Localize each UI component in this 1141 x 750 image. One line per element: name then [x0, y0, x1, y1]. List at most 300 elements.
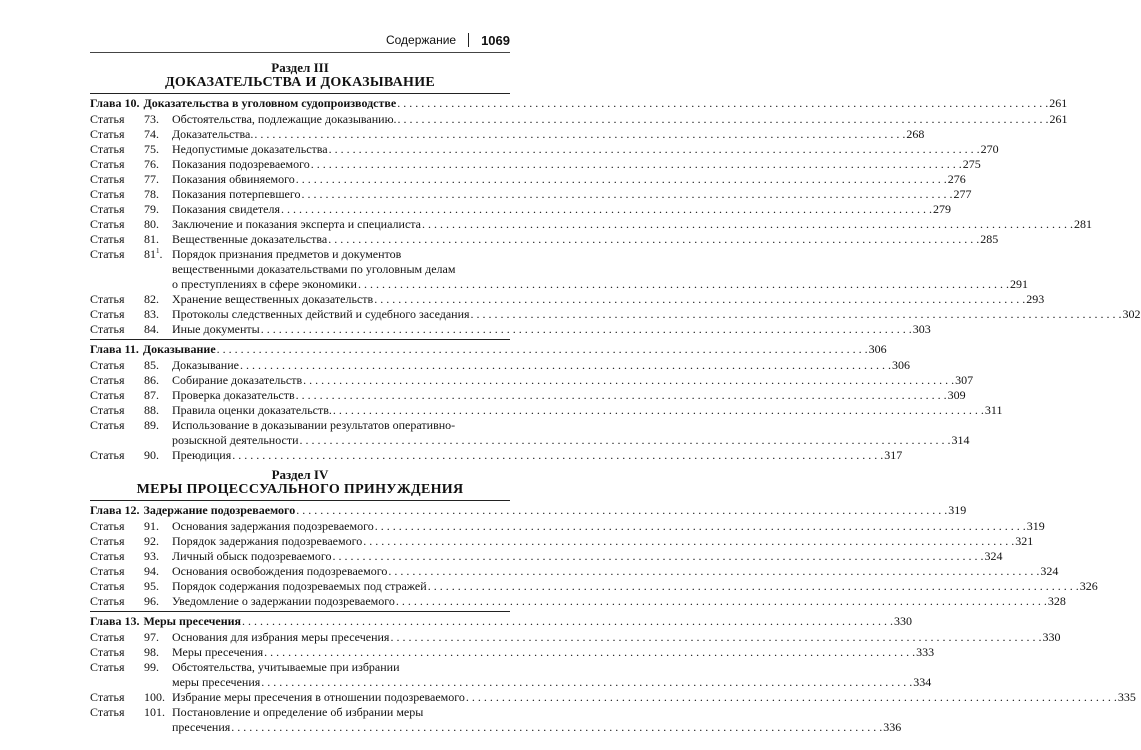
- article-label: Статья: [90, 705, 125, 719]
- article-last-line: [172, 720, 901, 735]
- dot-leader: [396, 594, 1047, 609]
- article-label: Статья: [90, 172, 125, 186]
- article-page-number: 268: [906, 127, 925, 141]
- article-label: Статья: [90, 594, 125, 608]
- article-label: Статья: [90, 564, 125, 578]
- article-entry[interactable]: [90, 247, 1028, 292]
- article-page-number: 309: [947, 388, 966, 402]
- article-body: [172, 448, 902, 463]
- article-number-text: 96.: [144, 594, 159, 608]
- article-number-text: 74.: [144, 127, 159, 141]
- article-entry[interactable]: [90, 705, 902, 735]
- dot-leader: [311, 157, 962, 172]
- chapter-page-number: 306: [868, 342, 887, 356]
- article-label: Статья: [90, 322, 125, 336]
- article-body: [172, 579, 1098, 594]
- article-last-line: [172, 307, 1141, 322]
- article-last-line: [172, 277, 1028, 292]
- article-last-line: [172, 534, 1033, 549]
- article-number: [144, 418, 172, 448]
- dot-leader: [388, 564, 1039, 579]
- part-heading: [90, 467, 510, 498]
- article-title-line: Показания потерпевшего: [172, 187, 301, 201]
- article-title-line: розыскной деятельности: [172, 433, 299, 447]
- article-label: Статья: [90, 549, 125, 563]
- article-page-number: 303: [912, 322, 931, 336]
- article-number: [144, 534, 172, 549]
- article-title-line: Обстоятельства, учитываемые при избрании: [172, 660, 400, 674]
- article-body: [172, 660, 931, 690]
- article-title-line: пресечения: [172, 720, 231, 734]
- article-title-line: Меры пресечения: [172, 645, 264, 659]
- dot-leader: [242, 613, 893, 630]
- article-body: [172, 690, 1136, 705]
- article-last-line: [172, 630, 1060, 645]
- article-label: Статья: [90, 232, 125, 246]
- article-number-text: 80.: [144, 217, 159, 231]
- article-number-text: 97.: [144, 630, 159, 644]
- article-number: [144, 307, 172, 322]
- article-body: [172, 534, 1033, 549]
- article-body: [172, 630, 1060, 645]
- chapter-label: Глава 10.: [90, 96, 140, 110]
- article-page-number: 281: [1073, 217, 1092, 231]
- article-last-line: [172, 549, 1002, 564]
- article-label: Статья: [90, 142, 125, 156]
- article-title-line: Проверка доказательств: [172, 388, 295, 402]
- dot-leader: [374, 292, 1025, 307]
- article-number: [144, 187, 172, 202]
- article-page-number: 336: [883, 720, 902, 734]
- article-title-line: Обстоятельства, подлежащие доказыванию.: [172, 112, 397, 126]
- article-entry[interactable]: [90, 448, 903, 463]
- article-label: Статья: [90, 534, 125, 548]
- dot-leader: [232, 448, 883, 463]
- article-label: Статья: [90, 403, 125, 417]
- dot-leader: [303, 373, 954, 388]
- dot-leader: [296, 172, 947, 187]
- article-last-line: [172, 373, 973, 388]
- dot-leader: [363, 534, 1014, 549]
- article-number-text: 78.: [144, 187, 159, 201]
- article-title-line: Избрание меры пресечения в отношении подозреваемого: [172, 690, 465, 704]
- table-of-contents: [90, 60, 1141, 735]
- article-body: [172, 373, 973, 388]
- article-number-text: 100.: [144, 690, 165, 704]
- article-body: [172, 594, 1066, 609]
- article-entry[interactable]: [90, 373, 974, 388]
- article-number: [144, 690, 172, 705]
- dot-leader: [328, 232, 979, 247]
- article-title-line: Уведомление о задержании подозреваемого: [172, 594, 395, 608]
- article-number: [144, 127, 172, 142]
- article-number: [144, 247, 172, 292]
- dot-leader: [231, 720, 882, 735]
- article-number: [144, 630, 172, 645]
- article-last-line: [172, 675, 931, 690]
- chapter-title: Доказывание: [142, 342, 216, 356]
- article-title-line: Заключение и показания эксперта и специалиста: [172, 217, 421, 231]
- running-header: [90, 30, 510, 50]
- article-entry[interactable]: [90, 172, 966, 187]
- article-title-line: Показания свидетеля: [172, 202, 280, 216]
- article-page-number: 314: [951, 433, 970, 447]
- article-number: [144, 549, 172, 564]
- article-label: Статья: [90, 448, 125, 462]
- chapter-label: Глава 12.: [90, 503, 140, 517]
- article-last-line: [172, 217, 1092, 232]
- chapter-page-number: 319: [948, 503, 967, 517]
- article-number-text: 81.: [144, 232, 159, 246]
- article-last-line: [172, 594, 1066, 609]
- article-page-number: 319: [1026, 519, 1045, 533]
- chapter-page-number: 261: [1049, 96, 1068, 110]
- article-number: [144, 564, 172, 579]
- article-entry[interactable]: [90, 127, 925, 142]
- article-number: [144, 660, 172, 690]
- article-page-number: 277: [953, 187, 972, 201]
- article-number-text: 92.: [144, 534, 159, 548]
- article-body: [172, 232, 998, 247]
- article-page-number: 335: [1117, 690, 1136, 704]
- article-number: [144, 645, 172, 660]
- article-last-line: [172, 187, 972, 202]
- article-page-number: 291: [1009, 277, 1028, 291]
- article-number: [144, 448, 172, 463]
- dot-leader: [332, 549, 983, 564]
- article-label: Статья: [90, 660, 125, 674]
- article-title-line: Использование в доказывании результатов оперативно-: [172, 418, 456, 432]
- chapter-label: Глава 11.: [90, 342, 139, 356]
- article-page-number: 317: [884, 448, 903, 462]
- article-entry[interactable]: [90, 322, 931, 337]
- dot-leader: [397, 95, 1048, 112]
- article-entry[interactable]: [90, 232, 999, 247]
- article-title-line: Показания обвиняемого: [172, 172, 295, 186]
- article-title-line: Порядок признания предметов и документов: [172, 247, 402, 261]
- article-number-text: 93.: [144, 549, 159, 563]
- article-number-text: 88.: [144, 403, 159, 417]
- article-title-line: Постановление и определение об избрании меры: [172, 705, 424, 719]
- article-title-line: Доказывание: [172, 358, 239, 372]
- article-label: Статья: [90, 358, 125, 372]
- dot-leader: [329, 142, 980, 157]
- article-entry[interactable]: [90, 358, 910, 373]
- article-title-line: Протоколы следственных действий и судебного заседания: [172, 307, 470, 321]
- article-title-line: Правила оценки доказательств.: [172, 403, 332, 417]
- article-entry[interactable]: [90, 519, 1045, 534]
- article-body: [172, 418, 970, 448]
- article-label: Статья: [90, 690, 125, 704]
- article-number: [144, 705, 172, 735]
- article-entry[interactable]: [90, 534, 1034, 549]
- article-last-line: [172, 142, 999, 157]
- article-number: [144, 373, 172, 388]
- article-title-line: о преступлениях в сфере экономики: [172, 277, 357, 291]
- article-number: [144, 579, 172, 594]
- article-number: [144, 519, 172, 534]
- article-title-line: Доказательства.: [172, 127, 254, 141]
- article-page-number: 321: [1015, 534, 1034, 548]
- article-number-text: 85.: [144, 358, 159, 372]
- article-page-number: 311: [984, 403, 1003, 417]
- article-number-text: 94.: [144, 564, 159, 578]
- dot-leader: [466, 690, 1117, 705]
- dot-leader: [217, 341, 868, 358]
- article-label: Статья: [90, 388, 125, 402]
- article-entry[interactable]: [90, 307, 1141, 322]
- article-number-text: 83.: [144, 307, 159, 321]
- dot-leader: [261, 675, 912, 690]
- article-entry[interactable]: [90, 418, 970, 448]
- article-number-text: 76.: [144, 157, 159, 171]
- article-number-text: 84.: [144, 322, 159, 336]
- dot-leader: [375, 519, 1026, 534]
- dot-leader: [300, 433, 951, 448]
- article-title-line: Личный обыск подозреваемого: [172, 549, 332, 563]
- article-entry[interactable]: [90, 579, 1098, 594]
- article-last-line: [172, 232, 998, 247]
- article-page-number: 276: [947, 172, 966, 186]
- article-number: [144, 172, 172, 187]
- dot-leader: [422, 217, 1073, 232]
- article-label: Статья: [90, 373, 125, 387]
- article-last-line: [172, 645, 934, 660]
- article-body: [172, 187, 972, 202]
- article-page-number: 306: [891, 358, 910, 372]
- article-number: [144, 388, 172, 403]
- article-last-line: [172, 172, 966, 187]
- article-entry[interactable]: [90, 594, 1066, 609]
- article-number-text: 98.: [144, 645, 159, 659]
- article-last-line: [172, 202, 951, 217]
- article-label: Статья: [90, 217, 125, 231]
- article-last-line: [172, 690, 1136, 705]
- header-divider: [468, 33, 469, 47]
- article-label: Статья: [90, 630, 125, 644]
- article-body: [172, 519, 1045, 534]
- article-number: [144, 292, 172, 307]
- article-number: [144, 202, 172, 217]
- article-entry[interactable]: [90, 157, 981, 172]
- article-number: [144, 217, 172, 232]
- dot-leader: [358, 277, 1009, 292]
- article-entry[interactable]: [90, 292, 1045, 307]
- part-label: Раздел III: [271, 60, 329, 75]
- article-number-text: 73.: [144, 112, 159, 126]
- article-label: Статья: [90, 307, 125, 321]
- article-label: Статья: [90, 247, 125, 261]
- article-title-line: Преюдиция: [172, 448, 232, 462]
- article-entry[interactable]: [90, 142, 999, 157]
- article-label: Статья: [90, 645, 125, 659]
- article-entry[interactable]: [90, 660, 932, 690]
- dot-leader: [281, 202, 932, 217]
- dot-leader: [428, 579, 1079, 594]
- article-label: Статья: [90, 202, 125, 216]
- article-page-number: 293: [1026, 292, 1045, 306]
- article-entry[interactable]: [90, 217, 1092, 232]
- article-page-number: 279: [933, 202, 951, 216]
- article-number-text: 82.: [144, 292, 159, 306]
- article-number: [144, 232, 172, 247]
- article-entry[interactable]: [90, 187, 972, 202]
- part-label: Раздел IV: [271, 467, 329, 482]
- article-page-number: 285: [980, 232, 999, 246]
- article-last-line: [172, 433, 970, 448]
- article-entry[interactable]: [90, 112, 1068, 127]
- part-title: ДОКАЗАТЕЛЬСТВА И ДОКАЗЫВАНИЕ: [164, 75, 436, 90]
- article-label: Статья: [90, 187, 125, 201]
- article-last-line: [172, 127, 924, 142]
- chapter-entry[interactable]: [90, 611, 913, 630]
- article-last-line: [172, 519, 1045, 534]
- chapter-page-number: 330: [894, 614, 913, 628]
- article-title-line: Собирание доказательств: [172, 373, 303, 387]
- chapter-title: Меры пресечения: [143, 614, 242, 628]
- article-number-text: 87.: [144, 388, 159, 402]
- article-body: [172, 705, 901, 735]
- dot-leader: [302, 187, 953, 202]
- article-title-line: Вещественные доказательства: [172, 232, 328, 246]
- article-last-line: [172, 292, 1044, 307]
- dot-leader: [261, 322, 912, 337]
- dot-leader: [333, 403, 984, 418]
- article-title-line: меры пресечения: [172, 675, 261, 689]
- article-number: [144, 358, 172, 373]
- article-entry[interactable]: [90, 690, 1136, 705]
- part-heading: [90, 60, 510, 91]
- article-last-line: [172, 448, 902, 463]
- article-body: [172, 358, 910, 373]
- article-number: [144, 157, 172, 172]
- article-page-number: 326: [1079, 579, 1098, 593]
- article-last-line: [172, 322, 931, 337]
- article-number-text: 91.: [144, 519, 159, 533]
- article-entry[interactable]: [90, 645, 935, 660]
- article-entry[interactable]: [90, 403, 1003, 418]
- dot-leader: [296, 388, 947, 403]
- header-section-title: Содержание: [385, 33, 457, 47]
- chapter-entry[interactable]: [90, 93, 1068, 112]
- article-title-line: Показания подозреваемого: [172, 157, 310, 171]
- header-rule: [90, 52, 510, 53]
- article-number-text: 89.: [144, 418, 159, 432]
- article-number-text: 86.: [144, 373, 159, 387]
- article-page-number: 328: [1047, 594, 1066, 608]
- article-title-line: Порядок задержания подозреваемого: [172, 534, 363, 548]
- article-number: [144, 594, 172, 609]
- article-number-text: 77.: [144, 172, 159, 186]
- article-last-line: [172, 358, 910, 373]
- article-label: Статья: [90, 112, 125, 126]
- article-page-number: 333: [916, 645, 935, 659]
- article-number-text: 101.: [144, 705, 165, 719]
- article-label: Статья: [90, 157, 125, 171]
- article-number-dot: .: [159, 247, 163, 261]
- dot-leader: [398, 112, 1049, 127]
- header-page-number: 1069: [481, 32, 510, 48]
- dot-leader: [390, 630, 1041, 645]
- article-title-line: Основания задержания подозреваемого: [172, 519, 374, 533]
- article-page-number: 330: [1042, 630, 1061, 644]
- chapter-label: Глава 13.: [90, 614, 140, 628]
- dot-leader: [254, 127, 905, 142]
- article-page-number: 324: [1040, 564, 1059, 578]
- article-last-line: [172, 403, 1002, 418]
- article-body: [172, 292, 1044, 307]
- article-page-number: 275: [962, 157, 981, 171]
- article-page-number: 334: [913, 675, 932, 689]
- article-page-number: 270: [980, 142, 999, 156]
- article-last-line: [172, 564, 1058, 579]
- article-number-text: 81: [144, 247, 156, 261]
- article-title-line: Основания освобождения подозреваемого: [172, 564, 388, 578]
- article-entry[interactable]: [90, 549, 1003, 564]
- article-title-line: Порядок содержания подозреваемых под стражей: [172, 579, 427, 593]
- article-number-text: 75.: [144, 142, 159, 156]
- dot-leader: [264, 645, 915, 660]
- article-body: [172, 388, 966, 403]
- article-body: [172, 172, 966, 187]
- article-label: Статья: [90, 418, 125, 432]
- article-number-text: 79.: [144, 202, 159, 216]
- article-body: [172, 564, 1058, 579]
- article-body: [172, 142, 999, 157]
- article-number: [144, 112, 172, 127]
- article-body: [172, 112, 1068, 127]
- article-page-number: 302: [1122, 307, 1141, 321]
- dot-leader: [471, 307, 1122, 322]
- article-label: Статья: [90, 519, 125, 533]
- article-body: [172, 202, 951, 217]
- article-entry[interactable]: [90, 202, 951, 217]
- article-title-line: Основания для избрания меры пресечения: [172, 630, 390, 644]
- article-label: Статья: [90, 579, 125, 593]
- dot-leader: [240, 358, 891, 373]
- article-entry[interactable]: [90, 630, 1061, 645]
- article-body: [172, 645, 934, 660]
- chapter-title: Задержание подозреваемого: [143, 503, 296, 517]
- article-last-line: [172, 112, 1068, 127]
- article-entry[interactable]: [90, 564, 1059, 579]
- article-body: [172, 549, 1002, 564]
- article-number: [144, 403, 172, 418]
- article-body: [172, 322, 931, 337]
- article-body: [172, 217, 1092, 232]
- article-body: [172, 307, 1141, 322]
- article-entry[interactable]: [90, 388, 966, 403]
- article-number-text: 99.: [144, 660, 159, 674]
- article-page-number: 324: [984, 549, 1003, 563]
- article-last-line: [172, 157, 981, 172]
- article-body: [172, 157, 981, 172]
- chapter-entry[interactable]: [90, 339, 887, 358]
- article-last-line: [172, 579, 1098, 594]
- article-body: [172, 127, 924, 142]
- dot-leader: [296, 502, 947, 519]
- chapter-entry[interactable]: [90, 500, 967, 519]
- article-body: [172, 403, 1002, 418]
- article-last-line: [172, 388, 966, 403]
- article-page-number: 307: [955, 373, 974, 387]
- article-body: [172, 247, 1028, 292]
- article-title-line: вещественными доказательствами по уголовным делам: [172, 262, 456, 276]
- article-title-line: Иные документы: [172, 322, 260, 336]
- article-label: Статья: [90, 127, 125, 141]
- article-page-number: 261: [1049, 112, 1068, 126]
- article-number: [144, 322, 172, 337]
